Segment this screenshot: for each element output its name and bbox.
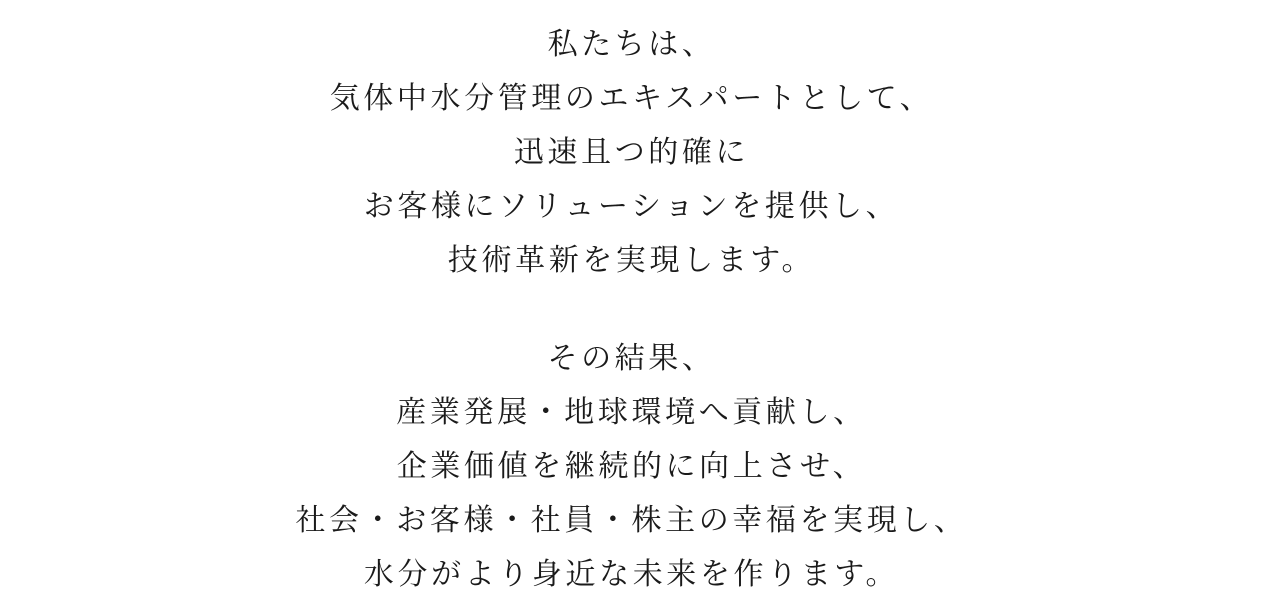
result-line-5: 水分がより身近な未来を作ります。: [363, 557, 900, 592]
mission-line-1: 私たちは、: [547, 27, 716, 62]
block-spacer: [0, 288, 1263, 332]
result-line-3: 企業価値を継続的に向上させ、: [396, 449, 867, 484]
result-line-4: 社会・お客様・社員・株主の幸福を実現し、: [295, 503, 968, 538]
mission-line-4: お客様にソリューションを提供し、: [363, 189, 900, 224]
mission-line-3: 迅速且つ的確に: [513, 135, 750, 170]
result-line-1: その結果、: [547, 341, 716, 376]
mission-line-5: 技術革新を実現します。: [447, 243, 816, 278]
mission-line-2: 気体中水分管理のエキスパートとして、: [329, 81, 934, 116]
result-line-2: 産業発展・地球環境へ貢献し、: [396, 395, 867, 430]
mission-statement-block: [0, 18, 1263, 288]
result-statement-block: [0, 332, 1263, 602]
